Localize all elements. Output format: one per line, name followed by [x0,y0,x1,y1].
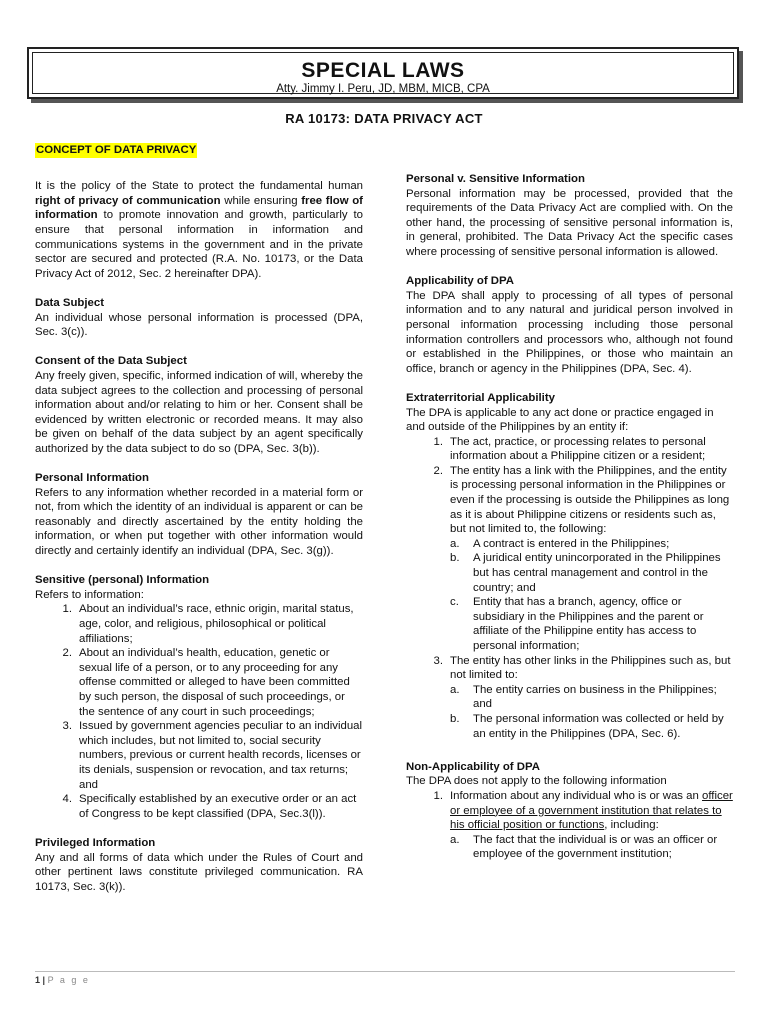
sub-list-item: c. Entity that has a branch, agency, office or subsidiary in the Philippines and the parent or affiliate of the Philippine entity has access to personal information; [450,596,704,652]
applicability-heading: Applicability of DPA [406,275,515,288]
intro-paragraph: It is the policy of the State to protect the fundamental human right of privacy of communication while ensuring free flow of information to promote innovation and growth, particularly to ensure that personal information in information and communications systems in the government and in the private sector are secured and protected (R.A. No. 10173, or the Data Privacy Act of 2012, Sec. 2 hereinafter DPA). [35,180,363,280]
right-column [406,172,733,862]
sub-list-item: a. The entity carries on business in the Philippines; and [450,683,717,711]
non-applicability-heading: Non-Applicability of DPA [406,760,540,773]
sensitive-heading: Sensitive (personal) Information [35,574,210,587]
pvs-text: Personal information may be processed, provided that the requirements of the Data Privacy Act are complied with. On the other hand, the processing of sensitive personal information is, in general, prohibited. The Data Privacy Act the specific cases where processing of sensitive personal information is allowed. [406,187,733,258]
sub-list-item: a. A contract is entered in the Philippines; [450,537,670,550]
sub-list-item: a. The fact that the individual is or was an officer or employee of the government institution; [450,833,718,861]
header-title: SPECIAL LAWS [301,59,465,82]
sensitive-intro: Refers to information: [35,588,144,601]
list-item: 1. The act, practice, or processing relates to personal information about a Philippine citizen or a resident; [433,435,706,463]
consent-text: Any freely given, specific, informed indication of will, whereby the data subject agrees to the collection and processing of personal information about and/or relating to him or her. Consent shall be evidenced by written electronic or recorded means. It may also be given on behalf of the data subject by an agent specifically authorized by the data subject to do so (DPA, Sec. 3(b)). [35,369,363,455]
list-item: 2. About an individual’s health, education, genetic or sexual life of a person, or to any proceeding for any offense committed or alleged to have been committed by such person, the disposal of such proceedings, or the sentence of any court in such proceedings; [62,647,350,718]
personal-info-heading: Personal Information [35,472,149,485]
header-box [27,47,739,99]
list-item: 1. Information about any individual who is or was an officer or employee of a government institution that relates to his official position or functions, including: [433,789,733,832]
pvs-heading: Personal v. Sensitive Information [406,173,585,185]
page-footer [35,975,90,985]
non-applicability-intro: The DPA does not apply to the following information [406,775,667,788]
concept-heading: CONCEPT OF DATA PRIVACY [36,144,197,156]
personal-info-text: Refers to any information whether recorded in a material form or not, from which the identity of an individual is apparent or can be reasonably and directly ascertained by the entity holding the information, or when put together with other information would directly and certainly identify an individual (DPA, Sec. 3(g)). [35,486,363,558]
page-number: 1 [35,975,41,985]
list-item: 1. About an individual’s race, ethnic origin, marital status, age, color, and religious, philosophical or political affiliations; [62,603,354,645]
header-inner-border [32,52,734,94]
document-title: RA 10173: DATA PRIVACY ACT [285,111,483,126]
list-item: 3. Issued by government agencies peculiar to an individual which includes, but not limited to, social security numbers, previous or current health records, licenses or its denials, suspension or revocation, and tax returns; and [62,720,363,791]
header-author: Atty. Jimmy I. Peru, JD, MBM, MICB, CPA [276,83,490,95]
privileged-text: Any and all forms of data which under the Rules of Court and other pertinent laws constitute privileged communication. RA 10173, Sec. 3(k)). [35,851,363,893]
list-item: 4. Specifically established by an executive order or an act of Congress to be kept classified (DPA, Sec.3(l)). [62,793,357,820]
footer-divider [35,971,735,972]
footer-separator: | [42,975,46,985]
consent-heading: Consent of the Data Subject [35,355,187,368]
list-item: 3. The entity has other links in the Philippines such as, but not limited to: [433,654,731,682]
sub-list-item: b. A juridical entity unincorporated in the Philippines but has central management and control in the country; and [450,552,721,594]
extraterritorial-intro: The DPA is applicable to any act done or practice engaged in and outside of the Philippines by an entity if: [406,406,714,434]
page-label: P a g e [47,975,90,985]
left-column [35,143,363,894]
data-subject-text: An individual whose personal information is processed (DPA, Sec. 3(c)). [35,311,363,339]
privileged-heading: Privileged Information [35,836,156,849]
applicability-text: The DPA shall apply to processing of all types of personal information and to any natural and juridical person involved in personal information processing including those personal information controllers and processors who, although not found or established in the Philippines, or those who maintain an office, branch or agency in the Philippines (DPA, Sec. 4). [406,289,733,375]
list-item: 2. The entity has a link with the Philippines, and the entity is processing personal information in the Philippines or even if the processing is outside the Philippines as long as it is about Philippine citizens or residents such as, but not limited to, the following: [433,464,730,536]
data-subject-heading: Data Subject [35,296,104,309]
sub-list-item: b. The personal information was collected or held by an entity in the Philippines (DPA, Sec. 6). [450,712,724,740]
extraterritorial-heading: Extraterritorial Applicability [406,391,555,404]
